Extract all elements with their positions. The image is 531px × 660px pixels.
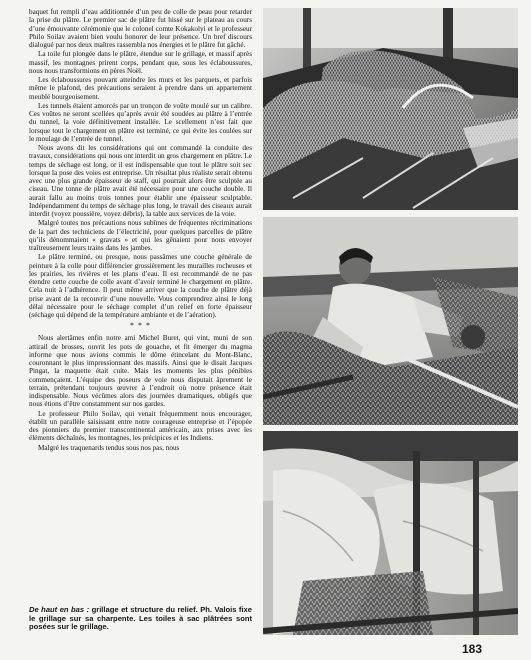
article-paragraph: Le plâtre terminé, ou presque, nous passâmes une couche générale de peinture à la colle pour différencier grossièrement les murailles rocheuses et les prairies, les rivières et les plans d’eau. Il est recommandé de ne pas étendre cette couche de colle avant d’avoir terminé le chargement en plâtre. Cela nuit à l’adhérence. Il peut même arriver que la couche de plâtre déjà prise avant de la recouvrir d’une nouvelle. Vous comprendrez ainsi le long délai nécessaire pour le séchage complet d’un relief en forte épaisseur (séchage qui dépend de la température ambiante et de l’aération). <box>29 253 252 319</box>
article-paragraph: Les tunnels étaient amorcés par un tronçon de voûte moulé sur un calibre. Ces voûtes ne seront scellées qu’après avoir été soudées au plâtre à l’entrée du tunnel, la voie définitivement installée. Le scellement n’est fait que lorsque tout le chargement en plâtre est terminé, ce qui évite les coulées sur le moulage de l’entrée de tunnel. <box>29 101 252 143</box>
photo-valois-fixing-mesh <box>263 217 518 425</box>
article-paragraph: Les éclaboussures pouvant atteindre les murs et les parquets, et parfois même le plafond, des précautions seraient à prendre dans un appartement meublé bourgeoisement. <box>29 76 252 101</box>
article-paragraph: Malgré les traquenards tendus sous nos pas, nous <box>38 443 180 452</box>
article-paragraph: Le professeur Philo Soilav, qui venait fréquemment nous encourager, établit un parallèle saisissant entre notre courageuse entreprise et l’épopée des pionniers du premier transcontinental américain, aux prises avec les éléments déchaînés, les montagnes, les précipices et les Indiens. <box>29 409 252 443</box>
article-paragraph: Nous alertâmes enfin notre ami Michel Buret, qui vint, muni de son attirail de brosses, ouvrit les pots de gouache, et fit émerger du magma informe que nous avions commis le dôme étincelant du Mont-Blanc, couronnant le plus impressionnant des massifs. Ainsi que le disait Jacques Pingat, la maquette était cuite. Mais les moments les plus pénibles commençaient. L’équipe des poseurs de voie nous disputait âprement le terrain, prétendant toujours œuvrer à l’endroit où notre présence était indispensable. Nous vécûmes alors des journées dramatiques, obligés que nous étions d’être constamment sur nos gardes. <box>29 334 252 409</box>
photo-mesh-structure <box>263 8 518 210</box>
plastered-cloths-image <box>263 431 518 635</box>
section-separator: * * * <box>130 321 151 331</box>
caption-text: grillage et structure du relief. Ph. Valois fixe le grillage sur sa charpente. Les toiles à sac plâtrées sont posées sur le grillage. <box>29 605 252 632</box>
caption-lead: De haut en bas : <box>29 605 90 614</box>
photo-caption <box>29 606 252 632</box>
mesh-structure-image <box>263 8 518 210</box>
article-paragraph: Malgré toutes nos précautions nous subîmes de fréquentes récriminations de la part des techniciens de l’électricité, pour quelques parcelles de plâtre qu’ils dénommaient « gravats » et qui les gênaient pour nous envoyer traîtreusement leurs trains dans les jambes. <box>29 219 252 252</box>
man-fixing-mesh-image <box>263 217 518 425</box>
page-number: 183 <box>462 642 483 656</box>
article-paragraph: La toile fut plongée dans le plâtre, étendue sur le grillage, et massif après massif, les montagnes prirent corps, pendant que, sous les éclaboussures, nous nous transformions en pères Noël. <box>29 50 252 75</box>
photo-plastered-cloths <box>263 431 518 635</box>
article-paragraph: baquet fut rempli d’eau additionnée d’un peu de colle de peau pour retarder la prise du plâtre. Le premier sac de plâtre fut hissé sur le plateau au cours d’une émouvante cérémonie que le colonel comte Kokakolyi et le professeur Philo Soilav avaient bien voulu honorer de leur présence. Un bref discours dialogué par nos deux maîtres rassembla nos énergies et le plâtre fut gâché. <box>29 8 252 49</box>
article-body <box>29 8 252 608</box>
article-paragraph: Nous avons dit les considérations qui ont commandé la conduite des travaux, considérations qui nous ont interdit un gros chargement en plâtre. Le temps de séchage est long, or il est indispensable que tout le plâtre soit sec lorsque la pose des voies est entreprise. Un résultat plus réaliste serait obtenu avec une plus grande épaisseur de staff, qui pourrait alors être sculptée au ciseau. Une tonne de plâtre avait été nécessaire pour une couche double. Il aurait fallu au moins trois tonnes pour établir une épaisseur sculptable. Indépendamment du temps de séchage plus long, le travail des ciseaux aurait interdit (voyez poussière, voyez débris), la table aux services de la voie. <box>29 144 252 218</box>
